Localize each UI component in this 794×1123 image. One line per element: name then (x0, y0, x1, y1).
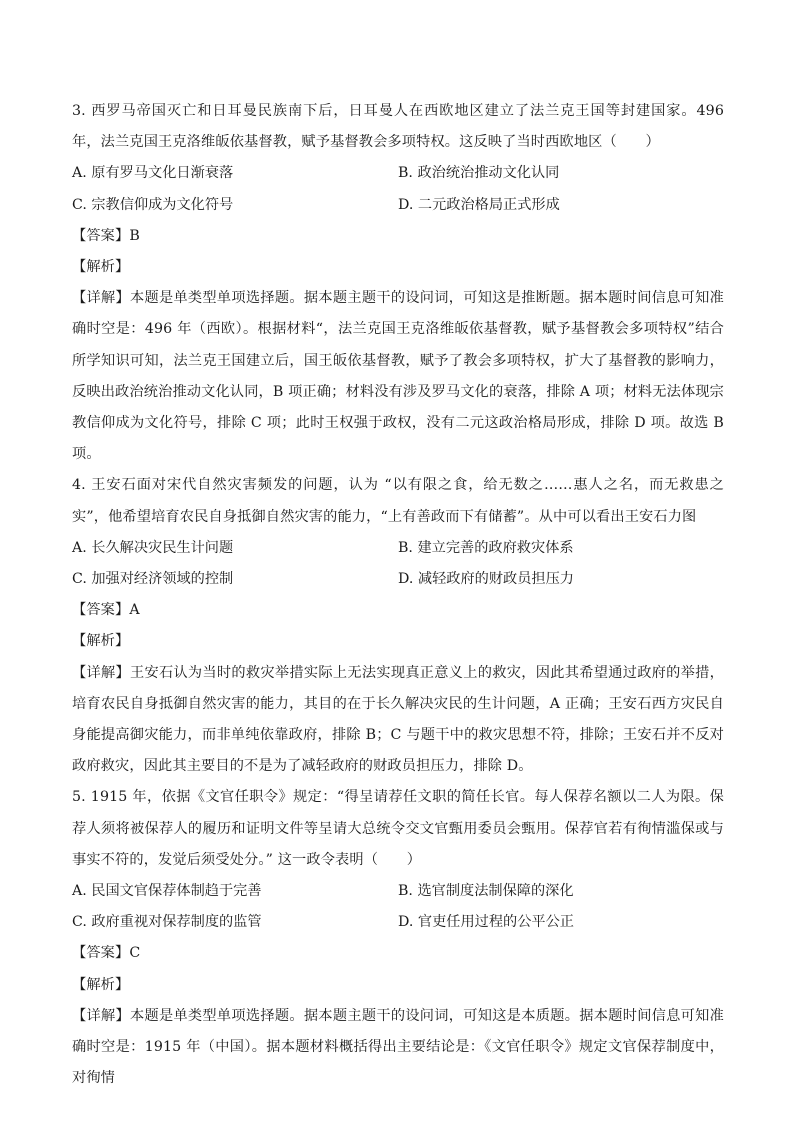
question-3-option-d: D. 二元政治格局正式形成 (398, 196, 560, 213)
question-4-detail: 【详解】王安石认为当时的救灾举措实际上无法实现真正意义上的救灾，因此其希望通过政府的举措，培育农民自身抵御自然灾害的能力，其目的在于长久解决灾民的生计问题，A 正确；王安石西方灾民自身能提高御灾能力，而非单纯依靠政府，排除 B；C 与题干中的救灾思想不符，排除；王安石并不反对政府救灾，因此其主要目的不是为了减轻政府的财政员担压力，排除 D。 (72, 664, 724, 775)
question-3-option-a: A. 原有罗马文化日渐衰落 (72, 165, 234, 182)
question-5-stem: 5. 1915 年，依据《文官任职令》规定：“得呈请荐任文职的简任长官。每人保荐名额以二人为限。保荐人须将被保荐人的履历和证明文件等呈请大总统令交文官甄用委员会甄用。保荐官若有徇情滥保或与事实不符的，发觉后须受处分。” 这一政令表明（ ） (72, 789, 724, 868)
question-5-option-c: C. 政府重视对保荐制度的监管 (72, 914, 262, 931)
question-3-detail: 【详解】本题是单类型单项选择题。据本题主题干的设问词，可知这是推断题。据本题时间信息可知准确时空是：496 年（西欧）。根据材料“，法兰克国王克洛维皈依基督教，赋予基督教会多项特权”结合所学知识可知，法兰克王国建立后，国王皈依基督教，赋予了教会多项特权，扩大了基督教的影响力，反映出政治统治推动文化认同，B 项正确；材料没有涉及罗马文化的衰落，排除 A 项；材料无法体现宗教信仰成为文化符号，排除 C 项；此时王权强于政权，没有二元这政治格局形成，排除 D 项。故选 B 项。 (72, 290, 724, 463)
question-3-options-row-1 (72, 158, 724, 189)
question-4-stem: 4. 王安石面对宋代自然灾害频发的问题，认为 “以有限之食，给无数之……惠人之名，而无救患之实”，他希望培育农民自身抵御自然灾害的能力，“上有善政而下有储蓄”。从中可以看出王安石力图 (72, 477, 724, 525)
question-5-options-row-1 (72, 876, 724, 907)
question-3-option-c: C. 宗教信仰成为文化符号 (72, 196, 234, 213)
question-4-option-a: A. 长久解决灾民生计问题 (72, 539, 234, 556)
question-3-options-row-2 (72, 190, 724, 221)
question-5-answer: 【答案】C (72, 945, 141, 962)
question-5-options-row-2 (72, 907, 724, 938)
question-4-analysis-label: 【解析】 (72, 633, 130, 650)
question-5-option-b: B. 选官制度法制保障的深化 (398, 883, 574, 900)
question-3-analysis-label: 【解析】 (72, 259, 130, 276)
question-5-option-d: D. 官吏任用过程的公平公正 (398, 914, 574, 931)
question-4-answer: 【答案】A (72, 602, 140, 619)
question-4-option-b: B. 建立完善的政府救灾体系 (398, 539, 574, 556)
question-4-option-d: D. 减轻政府的财政员担压力 (398, 571, 574, 588)
document-page (72, 96, 724, 1095)
question-5-analysis-label: 【解析】 (72, 976, 130, 993)
question-3-option-b: B. 政治统治推动文化认同 (398, 165, 560, 182)
question-4-options-row-2 (72, 564, 724, 595)
question-3-answer: 【答案】B (72, 227, 140, 244)
question-5-detail: 【详解】本题是单类型单项选择题。据本题主题干的设问词，可知这是本质题。据本题时间信息可知准确时空是：1915 年（中国）。据本题材料概括得出主要结论是：《文官任职令》规定文官保荐制度中，对徇情 (72, 1007, 724, 1087)
question-4-options-row-1 (72, 533, 724, 564)
question-3-stem: 3. 西罗马帝国灭亡和日耳曼民族南下后，日耳曼人在西欧地区建立了法兰克王国等封建国家。496 年，法兰克国王克洛维皈依基督教，赋予基督教会多项特权。这反映了当时西欧地区（ ） (72, 103, 724, 151)
question-4-option-c: C. 加强对经济领域的控制 (72, 571, 234, 588)
question-5-option-a: A. 民国文官保荐体制趋于完善 (72, 883, 262, 900)
